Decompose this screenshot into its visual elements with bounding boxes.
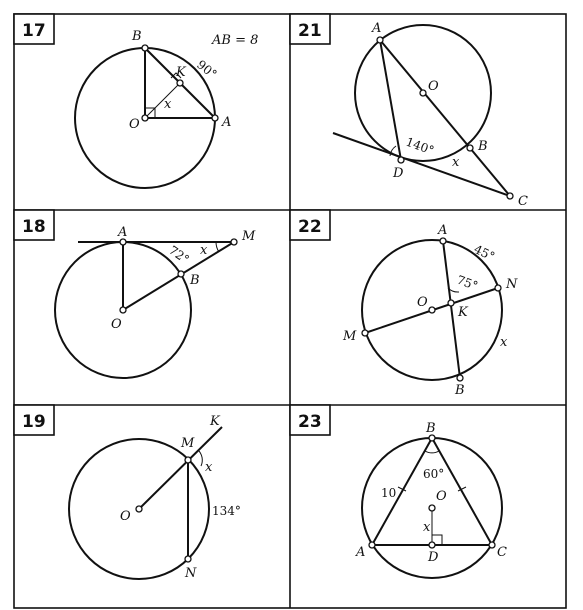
- problem-22-arc-value-2: 75°: [454, 272, 480, 294]
- problem-18-number: 18: [22, 217, 46, 237]
- problem-17-label-x: x: [164, 97, 172, 112]
- problem-23-point-a: [369, 542, 375, 548]
- problem-21-point-o: [420, 90, 426, 96]
- problem-23-label-o: O: [436, 489, 447, 504]
- problem-19-angle-arc: [198, 450, 202, 466]
- problem-19: [14, 405, 241, 581]
- problem-22-label-a: A: [438, 223, 448, 238]
- problem-19-arc-value: 134°: [212, 504, 241, 518]
- problem-21-label-d: D: [393, 166, 404, 181]
- problem-23-angle-arc: [425, 451, 439, 453]
- problem-18-label-x: x: [200, 243, 208, 258]
- problem-19-label-o: O: [120, 509, 131, 524]
- problem-22-label-n: N: [506, 277, 518, 292]
- problem-21-label-b: B: [478, 139, 488, 154]
- problem-19-number: 19: [22, 412, 46, 432]
- problem-23-label-x: x: [423, 520, 431, 535]
- problem-18-point-o: [120, 307, 126, 313]
- problem-22-point-b: [457, 375, 463, 381]
- problem-17-point-k: [177, 80, 183, 86]
- problem-18-arc-value: 72°: [166, 242, 192, 267]
- problem-19-point-n: [185, 556, 191, 562]
- problem-19-point-o: [136, 506, 142, 512]
- problem-18: [14, 210, 256, 378]
- problem-18-label-a: A: [118, 225, 128, 240]
- problem-21-number: 21: [298, 21, 322, 41]
- problem-17-label-k: K: [176, 65, 186, 80]
- problem-21-label-c: C: [518, 194, 528, 209]
- problem-21-point-c: [507, 193, 513, 199]
- problem-21-point-d: [398, 157, 404, 163]
- problem-22-label-x: x: [500, 335, 508, 350]
- problem-18-label-o: O: [111, 317, 122, 332]
- problem-19-label-n: N: [185, 566, 197, 581]
- problem-19-label-k: K: [210, 414, 220, 429]
- problem-17-label-a: A: [222, 115, 232, 130]
- problem-18-label-b: B: [190, 273, 200, 288]
- problem-19-point-m: [185, 457, 191, 463]
- problem-17: [14, 14, 258, 188]
- problem-17-point-o: [142, 115, 148, 121]
- problem-21-label-o: O: [428, 79, 439, 94]
- problem-23-label-d: D: [428, 550, 439, 565]
- problem-21-label-a: A: [372, 21, 382, 36]
- problem-22-point-o: [429, 307, 435, 313]
- problem-21-label-x: x: [452, 155, 460, 170]
- problem-18-point-m: [231, 239, 237, 245]
- problem-22-number: 22: [298, 217, 322, 237]
- problem-23-side-value: 10: [381, 486, 397, 500]
- problem-22: [290, 210, 518, 398]
- problem-17-label-b: B: [132, 29, 142, 44]
- problem-17-label-o: O: [129, 117, 140, 132]
- problem-21-point-b: [467, 145, 473, 151]
- problem-22-label-o: O: [417, 295, 428, 310]
- problem-23-point-d: [429, 542, 435, 548]
- problem-23-label-b: B: [426, 421, 436, 436]
- problem-19-label-x: x: [205, 460, 213, 475]
- problem-22-label-m: M: [343, 329, 357, 344]
- problem-17-condition: AB = 8: [212, 33, 259, 48]
- problem-18-angle-arc: [216, 242, 219, 252]
- problem-17-arc-value: 90°: [194, 57, 220, 82]
- problem-17-point-b: [142, 45, 148, 51]
- problem-21-point-a: [377, 37, 383, 43]
- problem-23-label-a: A: [356, 545, 366, 560]
- problem-22-label-k: K: [458, 305, 468, 320]
- problem-22-arc-value-1: 45°: [471, 242, 497, 264]
- problem-21: [290, 14, 528, 209]
- problem-17-segment-ok: [145, 83, 180, 118]
- problem-23-point-o: [429, 505, 435, 511]
- problem-22-point-m: [362, 330, 368, 336]
- problem-23: [290, 405, 507, 578]
- problem-22-point-a: [440, 238, 446, 244]
- problem-23-angle-value: 60°: [423, 467, 445, 481]
- problem-23-point-c: [489, 542, 495, 548]
- problem-19-label-m: M: [181, 436, 195, 451]
- problem-22-point-k: [448, 300, 454, 306]
- problem-18-label-m: M: [242, 229, 256, 244]
- problem-17-number: 17: [22, 21, 46, 41]
- problem-21-arc-value: 140°: [403, 134, 436, 158]
- problem-22-point-n: [495, 285, 501, 291]
- problem-21-chord-ad: [380, 40, 401, 160]
- problem-23-label-c: C: [497, 545, 507, 560]
- problem-17-point-a: [212, 115, 218, 121]
- problem-23-number: 23: [298, 412, 322, 432]
- problem-22-label-b: B: [455, 383, 465, 398]
- problem-18-point-b: [178, 271, 184, 277]
